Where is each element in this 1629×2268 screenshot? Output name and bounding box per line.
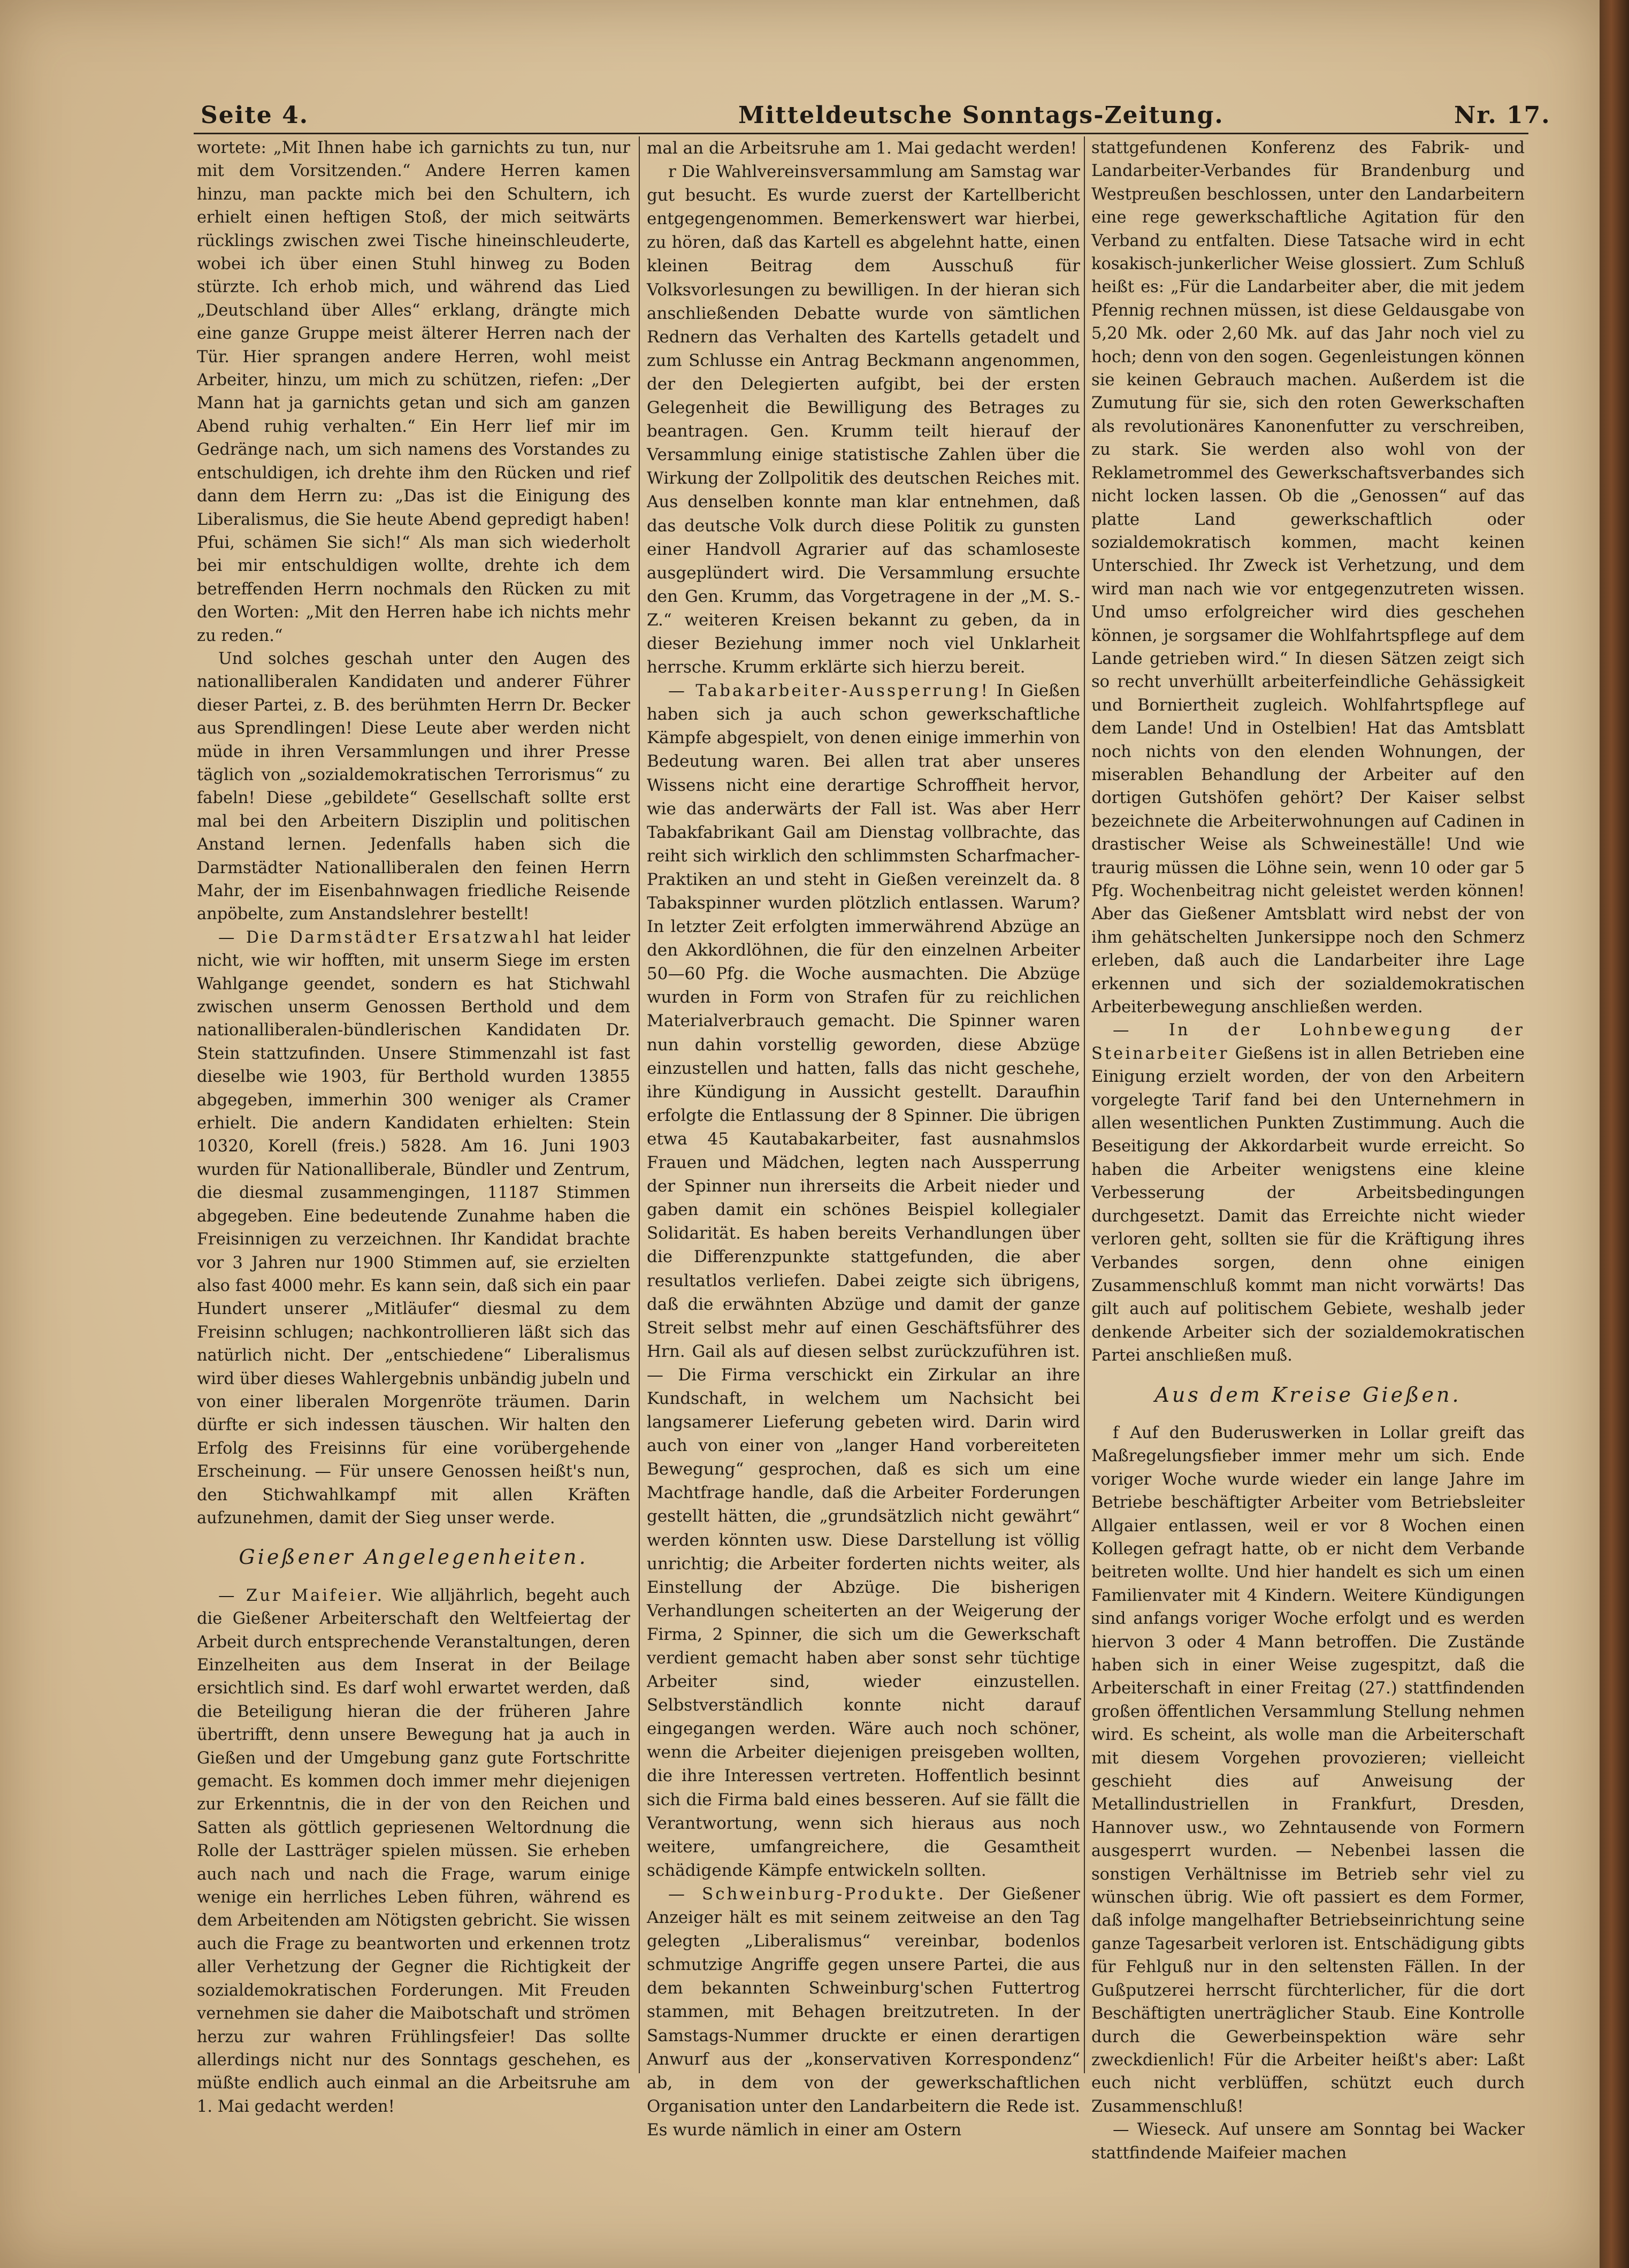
paragraph-body: Gießens ist in allen Betrieben eine Einigung erzielt worden, der von den Arbeitern vorgelegte Tarif fand bei den Unternehmern in allen wesentlichen Punkten Zustimmung. Auch die Beseitigung der Akkordarbeit wurde erreicht. So haben die Arbeiter wenigstens eine kleine Verbesserung der Arbeitsbedingungen durchgesetzt. Damit das Erreichte nicht wieder verloren geht, sollten sie für die Kräftigung ihres Verbandes sorgen, denn ohne einigen Zusammenschluß kommt man nicht vorwärts! Das gilt auch auf politischem Gebiete, weshalb jeder denkende Arbeiter sich der sozialdemokratischen Partei anschließen muß. [1091,1044,1525,1365]
paragraph-body: Wie alljährlich, begeht auch die Gießener Arbeiterschaft den Weltfeiertag der Arbeit durch entsprechende Veranstaltungen, deren Einzelheiten aus dem Inserat in der Beilage ersichtlich sind. Es darf wohl erwartet werden, daß die Beteiligung hieran die der früheren Jahre übertrifft, denn unsere Bewegung hat ja auch in Gießen und der Umgebung ganz gute Fortschritte gemacht. Es kommen doch immer mehr diejenigen zur Erkenntnis, die in der von den Reichen und Satten als göttlich gepriesenen Weltordnung die Rolle der Lastträger spielen müssen. Sie erheben auch nach und nach die Frage, warum einige wenige ein herrliches Leben führen, während es dem Arbeitenden am Nötigsten gebricht. Sie wissen auch die Frage zu beantworten und erkennen trotz aller Verhetzung der Gegner die Richtigkeit der sozialdemokratischen Forderungen. Mit Freuden vernehmen sie daher die Maibotschaft und strömen herzu zur wahren Frühlingsfeier! Das sollte allerdings nicht nur des Sonntags geschehen, es müßte endlich auch einmal an die Arbeitsruhe am 1. Mai gedacht werden! [197,1586,630,2116]
header-rule [194,133,1528,134]
paragraph: mal an die Arbeitsruhe am 1. Mai gedacht werden! [647,139,1077,158]
paragraph [1091,1019,1525,1367]
page-number: Seite 4. [201,102,309,129]
column-rule [1084,136,1085,2073]
paragraph: Und solches geschah unter den Augen des nationalliberalen Kandidaten und anderer Führer dieser Partei, z. B. des berühmten Herrn Dr. Becker aus Sprendlingen! Diese Leute aber werden nicht müde in ihren Versammlungen und ihrer Presse täglich von „sozialdemokratischen Terrorismus“ zu fabeln! Diese „gebildete“ Gesellschaft sollte erst mal bei den Arbeitern Disziplin und politischen Anstand lernen. Jedenfalls haben sich die Darmstädter Nationalliberalen den feinen Herrn Mahr, der im Eisenbahnwagen friedliche Reisende anpöbelte, zum Anstandslehrer bestellt! [197,649,630,924]
column-1 [197,136,630,2118]
paragraph-lead: — Zur Maifeier. [218,1586,385,1605]
paragraph-body: Der Gießener Anzeiger hält es mit seinem zeitweise an den Tag gelegten „Liberalismus“ vereinbar, bodenlos schmutzige Angriffe gegen unsere Partei, die aus dem bekannten Schweinburg'schen Futtertrog stammen, mit Behagen breitzutreten. In der Samstags-Nummer druckte er einen derartigen Anwurf aus der „konservativen Korrespondenz“ ab, in dem von der gewerkschaftlichen Organisation unter den Landarbeitern die Rede ist. Es wurde nämlich in einer am Ostern [647,1884,1080,2140]
paragraph: f Auf den Buderuswerken in Lollar greift das Maßregelungsfieber immer mehr um sich. Ende voriger Woche wurde wieder ein lange Jahre im Betriebe beschäftigter Arbeiter vom Betriebsleiter Allgaier entlassen, weil er vor 8 Wochen einen Kollegen gefragt hatte, ob er nicht dem Verbande beitreten wollte. Und hier handelt es sich um einen Familienvater mit 4 Kindern. Weitere Kündigungen sind anfangs voriger Woche erfolgt und es werden hiervon 3 oder 4 Mann betroffen. Die Zustände haben sich in einer Weise zugespitzt, daß die Arbeiterschaft in einer Freitag (27.) stattfindenden großen öffentlichen Versammlung Stellung nehmen wird. Es scheint, als wolle man die Arbeiterschaft mit diesem Vorgehen provozieren; vielleicht geschieht dies auf Anweisung der Metallindustriellen in Frankfurt, Dresden, Hannover usw., wo Zehntausende von Formern ausgesperrt wurden. — Nebenbei lassen die sonstigen Verhältnisse im Betrieb sehr viel zu wünschen übrig. Wie oft passiert es dem Former, daß infolge mangelhafter Betriebseinrichtung seine ganze Tagesarbeit verloren ist. Entschädigung gibts für Fehlguß nur in den seltensten Fällen. In der Gußputzerei herrscht fürchterlicher, für die dort Beschäftigten unerträglicher Staub. Eine Kontrolle durch die Gewerbeinspektion wäre sehr zweckdienlich! Für die Arbeiter heißt's aber: Laßt euch nicht verblüffen, schützt euch durch Zusammenschluß! [1091,1423,1525,2116]
column-rule [639,136,640,2073]
section-heading: Aus dem Kreise Gießen. [1154,1383,1462,1407]
paragraph [197,926,630,1530]
paragraph-lead: — Schweinburg-Produkte. [668,1884,946,1904]
paragraph: stattgefundenen Konferenz des Fabrik- und Landarbeiter-Verbandes für Brandenburg und Westpreußen beschlossen, unter den Landarbeitern eine rege gewerkschaftliche Agitation für den Verband zu entfalten. Diese Tatsache wird in echt kosakisch-junkerlicher Weise glossiert. Zum Schluß heißt es: „Für die Landarbeiter aber, die mit jedem Pfennig rechnen müssen, ist diese Geldausgabe von 5,20 Mk. oder 2,60 Mk. auf das Jahr noch viel zu hoch; denn von den sogen. Gegenleistungen können sie keinen Gebrauch machen. Außerdem ist die Zumutung für sie, sich den roten Gewerkschaften als revolutionäres Kanonenfutter zu verschreiben, zu stark. Sie werden also wohl von der Reklametrommel des Gewerkschaftsverbandes sich nicht locken lassen. Ob die „Genossen“ auf das platte Land gewerkschaftlich oder sozialdemokratisch kommen, macht keinen Unterschied. Ihr Zweck ist Verhetzung, und dem wird man nach wie vor entgegenzutreten wissen. Und umso erfolgreicher wird dies geschehen können, je sorgsamer die Wohlfahrtspflege auf dem Lande getrieben wird.“ In diesen Sätzen zeigt sich so recht unverhüllt arbeiterfeindliche Gehässigkeit und Borniertheit zugleich. Wohlfahrtspflege auf dem Lande! Und in Ostelbien! Hat das Amtsblatt noch nichts von den elenden Wohnungen, der miserablen Behandlung der Arbeiter auf den dortigen Gutshöfen gehört? Der Kaiser selbst bezeichnete die Arbeiterwohnungen auf Cadinen in drastischer Weise als Schweineställe! Und wie traurig müssen die Löhne sein, wenn 10 oder gar 5 Pfg. Wochenbeitrag nicht geleistet werden können! Aber das Gießener Amtsblatt wird nebst der von ihm gehätschelten Junkersippe noch den Schmerz erleben, daß auch die Landarbeiter ihre Lage erkennen und sich der sozialdemokratischen Arbeiterbewegung anschließen werden. [1091,139,1525,1017]
paragraph [647,1882,1080,2142]
paragraph-lead: — In der Lohnbewegung der Steinarbeiter [1091,1021,1525,1063]
section-heading: Gießener Angelegenheiten. [239,1545,588,1569]
paragraph: r Die Wahlvereinsversammlung am Samstag war gut besucht. Es wurde zuerst der Kartellbericht entgegengenommen. Bemerkenswert war hierbei, zu hören, daß das Kartell es abgelehnt hatte, einen kleinen Beitrag dem Ausschuß für Volksvorlesungen zu bewilligen. In der hieran sich anschließenden Debatte wurde von sämtlichen Rednern das Verhalten des Kartells getadelt und zum Schlusse ein Antrag Beckmann angenommen, der den Delegierten aufgibt, bei der ersten Gelegenheit die Bewilligung des Betrages zu beantragen. Gen. Krumm teilt hierauf der Versammlung einige statistische Zahlen über die Wirkung der Zollpolitik des deutschen Reiches mit. Aus denselben konnte man klar entnehmen, daß das deutsche Volk durch diese Politik zu gunsten einer Handvoll Agrarier auf das schamloseste ausgeplündert wird. Die Versammlung ersuchte den Gen. Krumm, das Vorgetragene in der „M. S.-Z.“ weiteren Kreisen bekannt zu geben, da in dieser Beziehung immer noch viel Unklarheit herrsche. Krumm erklärte sich hierzu bereit. [647,162,1080,677]
paragraph-lead: — Tabakarbeiter-Aussperrung! [668,681,990,701]
paragraph: — Wieseck. Auf unsere am Sonntag bei Wacker stattfindende Maifeier machen [1091,2120,1525,2163]
paragraph [197,1584,630,2118]
newspaper-title: Mitteldeutsche Sonntags-Zeitung. [738,102,1224,129]
column-2 [647,136,1080,2142]
issue-number: Nr. 17. [1454,102,1551,129]
paragraph [647,679,1080,1882]
paragraph: wortete: „Mit Ihnen habe ich garnichts zu tun, nur mit dem Vorsitzenden.“ Andere Herren kamen hinzu, man packte mich bei den Schultern, ich erhielt einen heftigen Stoß, der mich seitwärts rücklings zwischen zwei Tische hineinschleuderte, wobei ich über einen Stuhl hinweg zu Boden stürzte. Ich erhob mich, und während das Lied „Deutschland über Alles“ erklang, drängte mich eine ganze Gruppe meist älterer Herren nach der Tür. Hier sprangen andere Herren, wohl meist Arbeiter, hinzu, um mich zu schützen, riefen: „Der Mann hat ja garnichts getan und sich am ganzen Abend ruhig verhalten.“ Ein Herr lief mir im Gedränge nach, um sich namens des Vorstandes zu entschuldigen, ich drehte ihm den Rücken und rief dann dem Herrn zu: „Das ist die Einigung des Liberalismus, die Sie heute Abend gepredigt haben! Pfui, schämen Sie sich!“ Als man sich wiederholt bei mir entschuldigen wollte, drehte ich dem betreffenden Herrn nochmals den Rücken zu mit den Worten: „Mit den Herren habe ich nichts mehr zu reden.“ [197,139,630,645]
column-3 [1091,136,1525,2165]
paragraph-body: In Gießen haben sich ja auch schon gewerkschaftliche Kämpfe abgespielt, von denen einige immerhin von Bedeutung waren. Bei allen trat aber unseres Wissens nicht eine derartige Schroffheit hervor, wie das anderwärts der Fall ist. Was aber Herr Tabakfabrikant Gail am Dienstag vollbrachte, das reiht sich wirklich den schlimmsten Scharfmacher-Praktiken an und steht in Gießen vereinzelt da. 8 Tabakspinner wurden plötzlich entlassen. Warum? In letzter Zeit erfolgten immerwährend Abzüge an den Akkordlöhnen, die für den einzelnen Arbeiter 50—60 Pfg. die Woche ausmachten. Die Abzüge wurden in Form von Strafen für zu reichlichen Materialverbrauch gemacht. Die Spinner waren nun dahin vorstellig geworden, diese Abzüge einzustellen und hatten, falls das nicht geschehe, ihre Kündigung in Aussicht gestellt. Daraufhin erfolgte die Entlassung der 8 Spinner. Die übrigen etwa 45 Kautabakarbeiter, fast ausnahmslos Frauen und Mädchen, legten nach Aussperrung der Spinner nun ihrerseits die Arbeit nieder und gaben damit ein schönes Beispiel kollegialer Solidarität. Es haben bereits Verhandlungen über die Differenzpunkte stattgefunden, die aber resultatlos verliefen. Dabei zeigte sich übrigens, daß die erwähnten Abzüge und damit der ganze Streit selbst mehr auf einen Geschäftsführer des Hrn. Gail als auf diesen selbst zurückzuführen ist. — Die Firma verschickt ein Zirkular an ihre Kundschaft, in welchem um Nachsicht bei langsamerer Lieferung gebeten wird. Darin wird auch von einer von „langer Hand vorbereiteten Bewegung“ gesprochen, daß es sich um eine Machtfrage handle, daß die Arbeiter Forderungen gestellt hätten, die „grundsätzlich nicht gewährt“ werden könnten usw. Diese Darstellung ist völlig unrichtig; die Arbeiter forderten nichts weiter, als Einstellung der Abzüge. Die bisherigen Verhandlungen scheiterten an der Weigerung der Firma, 2 Spinner, die sich um die Gewerkschaft verdient gemacht haben aber sonst sehr tüchtige Arbeiter sind, wieder einzustellen. Selbstverständlich konnte nicht darauf eingegangen werden. Wäre auch noch schöner, wenn die Arbeiter diejenigen preisgeben wollten, die ihre Interessen vertreten. Hoffentlich besinnt sich die Firma bald eines besseren. Auf sie fällt die Verantwortung, wenn sich hieraus aus noch weitere, umfangreichere, die Gesamtheit schädigende Kämpfe entwickeln sollten. [647,681,1081,1880]
book-spine [1600,0,1629,2268]
paragraph-body: hat leider nicht, wie wir hofften, mit unserm Siege im ersten Wahlgange geendet, sondern es hat Stichwahl zwischen unserm Genossen Berthold und dem nationalliberalen-bündlerischen Kandidaten Dr. Stein stattzufinden. Unsere Stimmenzahl ist fast dieselbe wie 1903, für Berthold wurden 13855 abgegeben, immerhin 300 weniger als Cramer erhielt. Die andern Kandidaten erhielten: Stein 10320, Korell (freis.) 5828. Am 16. Juni 1903 wurden für Nationalliberale, Bündler und Zentrum, die diesmal zusammengingen, 11187 Stimmen abgegeben. Eine bedeutende Zunahme haben die Freisinnigen zu verzeichnen. Ihr Kandidat brachte vor 3 Jahren nur 1900 Stimmen auf, sie erzielten also fast 4000 mehr. Es kann sein, daß sich ein paar Hundert unserer „Mitläufer“ diesmal zu dem Freisinn schlugen; nachkontrollieren läßt sich das natürlich nicht. Der „entschiedene“ Liberalismus wird über dieses Wahlergebnis unbändig jubeln und von einer liberalen Morgenröte träumen. Darin dürfte er sich indessen täuschen. Wir halten den Erfolg des Freisinns für eine vorübergehende Erscheinung. — Für unsere Genossen heißt's nun, den Stichwahlkampf mit allen Kräften aufzunehmen, damit der Sieg unser werde. [197,928,630,1528]
paragraph-lead: — Die Darmstädter Ersatzwahl [218,928,541,947]
